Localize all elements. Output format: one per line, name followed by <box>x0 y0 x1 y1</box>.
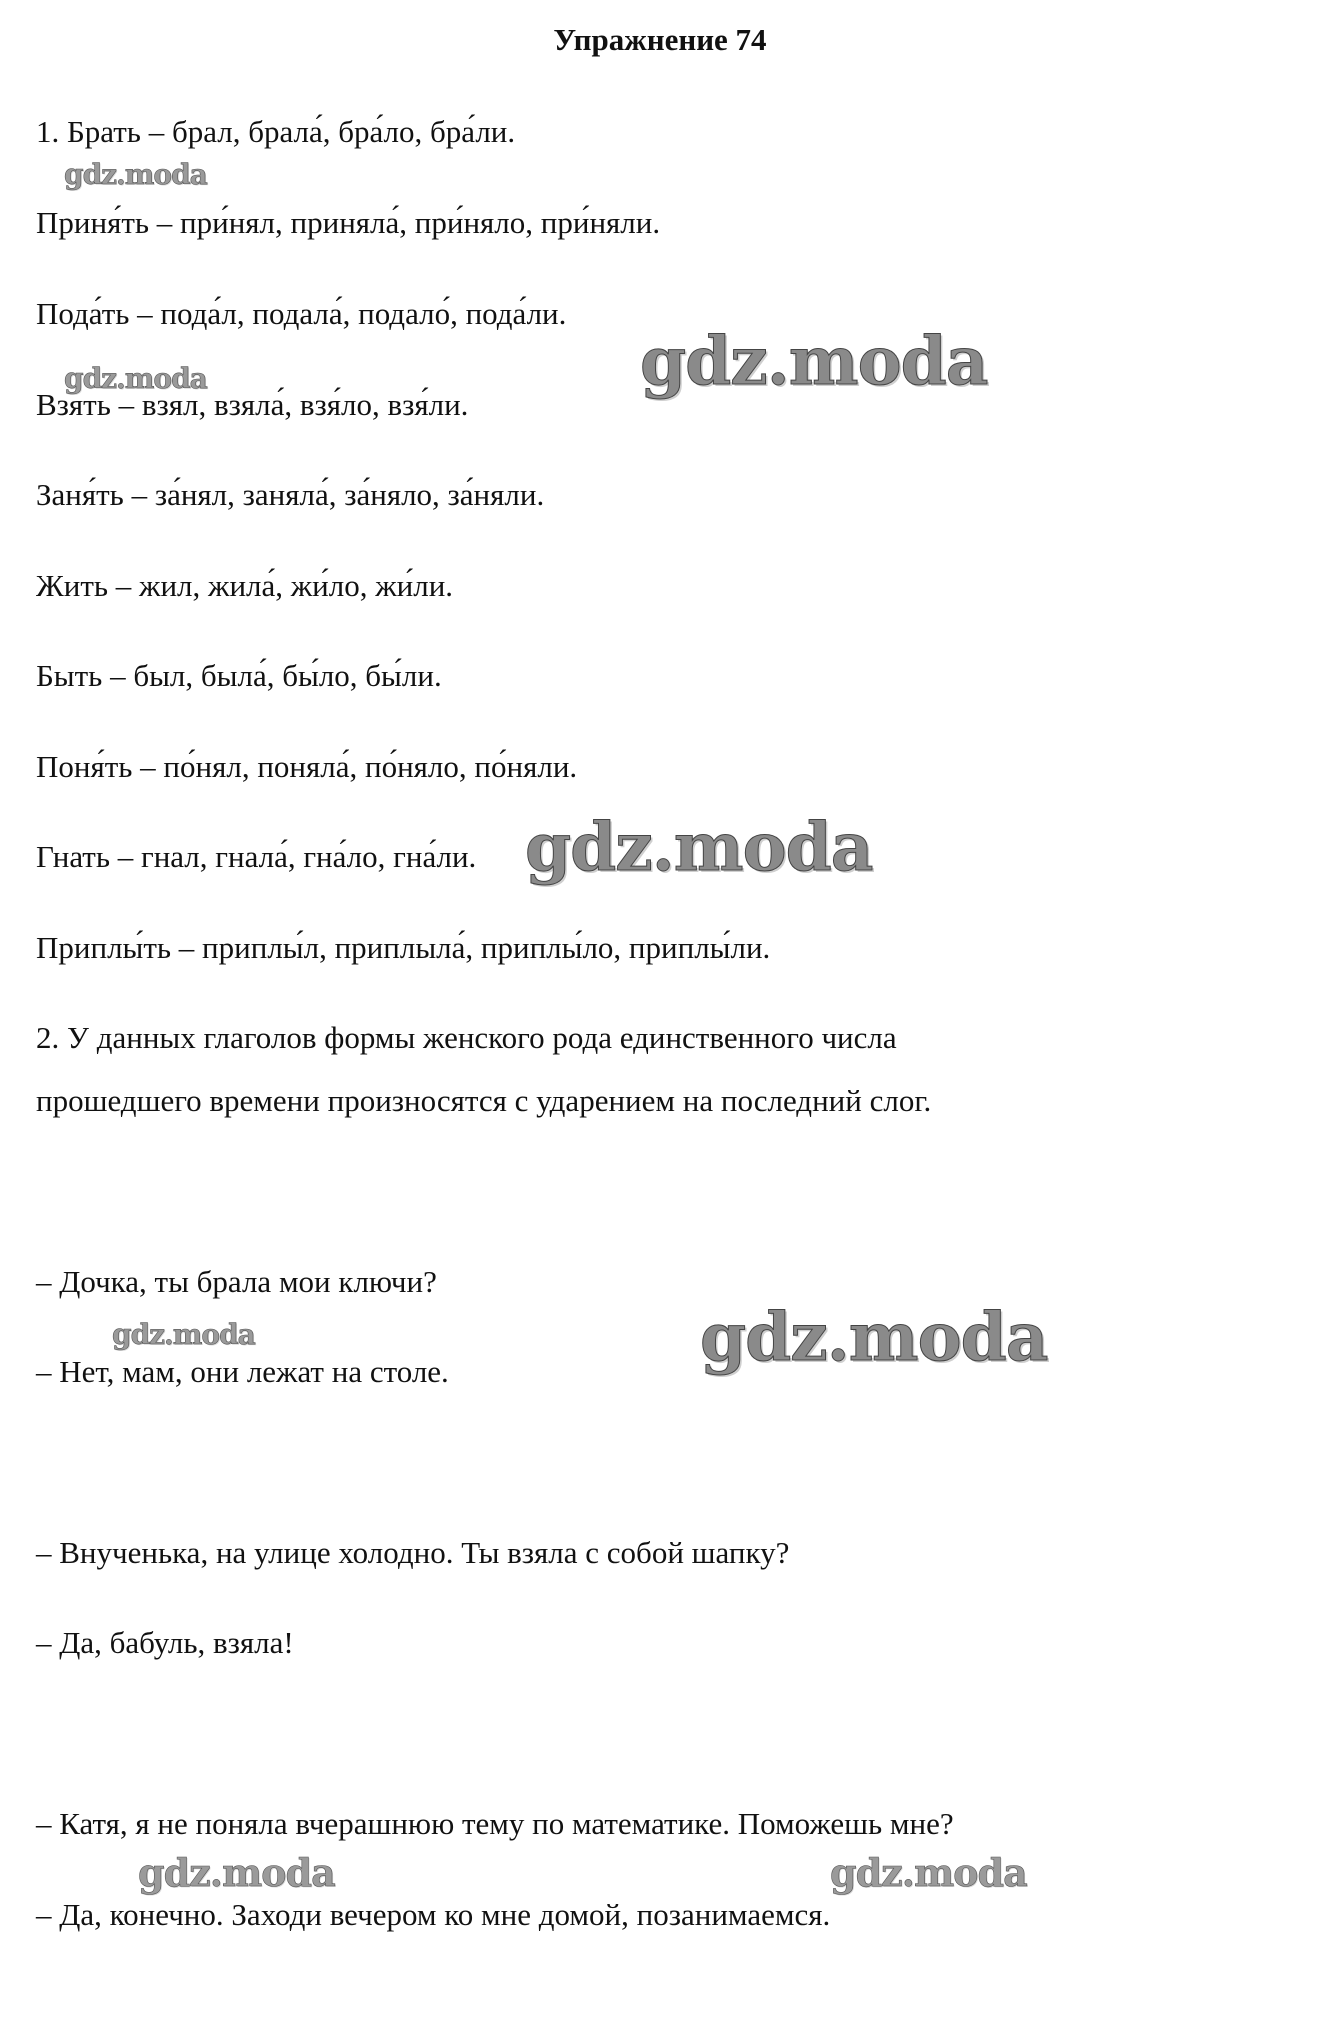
text-line: Заня́ть – за́нял, заняла́, за́няло, за́няли. <box>36 477 545 512</box>
text-line: 2. У данных глаголов формы женского рода единственного числа <box>36 1020 897 1055</box>
watermark-logo: gdz.moda <box>700 1298 1048 1376</box>
watermark-logo: gdz.moda <box>64 158 207 191</box>
dialogue-line: – Да, бабуль, взяла! <box>36 1625 294 1660</box>
exercise-title: Упражнение 74 <box>553 22 767 57</box>
text-line: прошедшего времени произносятся с ударением на последний слог. <box>36 1083 932 1118</box>
text-line: Быть – был, была́, бы́ло, бы́ли. <box>36 658 442 693</box>
watermark-logo: gdz.moda <box>525 808 873 886</box>
text-line: Жить – жил, жила́, жи́ло, жи́ли. <box>36 568 454 603</box>
dialogue-line: – Нет, мам, они лежат на столе. <box>36 1354 449 1389</box>
watermark-logo: gdz.moda <box>112 1318 255 1351</box>
text-line: Взять – взял, взяла́, взя́ло, взя́ли. <box>36 387 469 422</box>
text-line: Приня́ть – при́нял, приняла́, при́няло, при́няли. <box>36 205 661 240</box>
text-line: Пода́ть – пода́л, подала́, подало́, пода́ли. <box>36 296 567 331</box>
dialogue-line: – Внученька, на улице холодно. Ты взяла с собой шапку? <box>36 1535 790 1570</box>
watermark-logo: gdz.moda <box>640 322 988 400</box>
dialogue-line: – Катя, я не поняла вчерашнюю тему по математике. Поможешь мне? <box>36 1806 954 1841</box>
dialogue-line: – Дочка, ты брала мои ключи? <box>36 1264 437 1299</box>
text-line: Приплы́ть – приплы́л, приплыла́, приплы́ло, приплы́ли. <box>36 930 771 965</box>
text-line: Поня́ть – по́нял, поняла́, по́няло, по́няли. <box>36 749 578 784</box>
watermark-logo: gdz.moda <box>830 1850 1027 1895</box>
dialogue-line: – Да, конечно. Заходи вечером ко мне домой, позанимаемся. <box>36 1897 831 1932</box>
watermark-logo: gdz.moda <box>138 1850 335 1895</box>
watermark-logo: gdz.moda <box>64 362 207 395</box>
text-line: Гнать – гнал, гнала́, гна́ло, гна́ли. <box>36 839 477 874</box>
text-line: 1. Брать – брал, брала́, бра́ло, бра́ли. <box>36 114 516 149</box>
